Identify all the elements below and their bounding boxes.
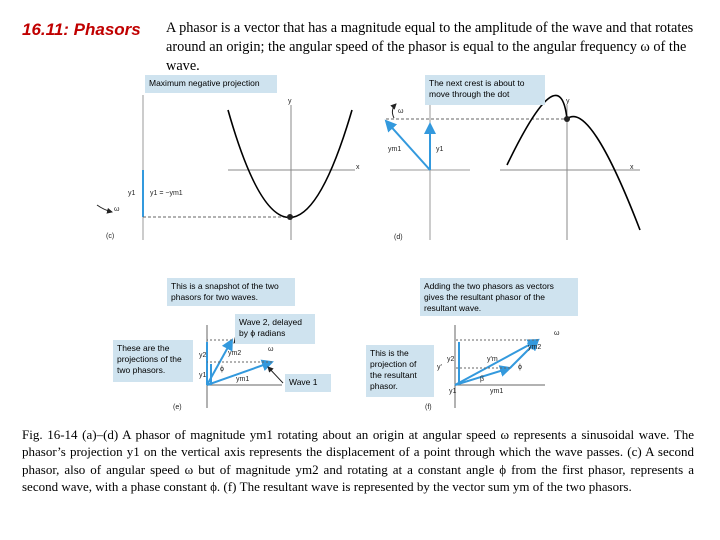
callout-snapshot: This is a snapshot of the two phasors for two waves. <box>167 278 295 306</box>
e-ym1-label: ym1 <box>236 376 250 383</box>
c-equation-label: y1 = −ym1 <box>150 190 183 197</box>
c-panel-label: (c) <box>106 233 115 240</box>
d-rotation-arrow <box>392 104 396 118</box>
e-panel-label: (e) <box>173 404 182 411</box>
callout-projections: These are the projections of the two phasors. <box>113 340 193 382</box>
figure-f <box>455 325 545 408</box>
e-phi-label: ϕ <box>220 366 224 373</box>
c-omega-label: ω <box>114 206 120 213</box>
d-wave <box>507 95 640 230</box>
f-ymprime-label: y'm <box>487 356 498 363</box>
slide-title: 16.11: Phasors <box>22 20 141 39</box>
d-y-label: y <box>566 98 570 105</box>
c-y-label: y <box>288 98 292 105</box>
f-y2-label: y2 <box>447 356 455 363</box>
f-y1-label: y1 <box>449 388 457 395</box>
f-beta-label: β <box>480 376 485 383</box>
f-panel-label: (f) <box>425 404 432 411</box>
d-x-label: x <box>630 164 634 171</box>
callout-resultant: Adding the two phasors as vectors gives the resultant phasor of the resultant wave. <box>420 278 578 316</box>
f-phi-label: ϕ <box>518 364 522 371</box>
figure-caption: Fig. 16-14 (a)–(d) A phasor of magnitude ym1 rotating about an origin at angular speed ω represents a sinusoidal wave. The phasor’s projection y1 on the vertical axis represents the displacement of a point through which the wave passes. (c) A second phasor, also of angular speed ω but of magnitude ym2 and rotating at a constant angle ϕ from the first phasor, represents a second wave, with a phase constant ϕ. (f) The resultant wave is represented by the vector sum ym of the two phasors. <box>22 427 694 495</box>
d-dot <box>564 116 570 122</box>
c-wave <box>228 110 352 218</box>
callout-max-negative: Maximum negative projection <box>145 75 277 93</box>
f-omega-label: ω <box>554 330 560 337</box>
d-projection-label: y1 <box>436 146 444 153</box>
e-ym2-label: ym2 <box>228 350 242 357</box>
c-rotation-arrow <box>97 205 112 212</box>
f-ym1-label: ym1 <box>490 388 504 395</box>
d-omega-label: ω <box>398 108 404 115</box>
e-wave1-pointer <box>268 367 283 383</box>
intro-paragraph: A phasor is a vector that has a magnitude equal to the amplitude of the wave and that rotates around an origin; the angular speed of the phasor is equal to the angular frequency ω of the wave. <box>166 20 694 74</box>
e-y2-label: y2 <box>199 352 207 359</box>
d-panel-label: (d) <box>394 234 403 241</box>
e-omega-label: ω <box>268 346 274 353</box>
c-projection-label: y1 <box>128 190 136 197</box>
e-y1-label: y1 <box>199 372 207 379</box>
figure-c <box>97 95 355 240</box>
f-ym2-label: ym2 <box>528 344 542 351</box>
f-yprime-label: y' <box>437 364 442 371</box>
d-magnitude-label: ym1 <box>388 146 402 153</box>
callout-next-crest: The next crest is about to move through the dot <box>425 75 545 105</box>
callout-wave2: Wave 2, delayed by ϕ radians <box>235 314 315 344</box>
c-x-label: x <box>356 164 360 171</box>
callout-wave1: Wave 1 <box>285 374 331 392</box>
c-dot <box>287 214 293 220</box>
callout-resultant-projection: This is the projection of the resultant phasor. <box>366 345 434 397</box>
figure-d <box>386 95 640 240</box>
